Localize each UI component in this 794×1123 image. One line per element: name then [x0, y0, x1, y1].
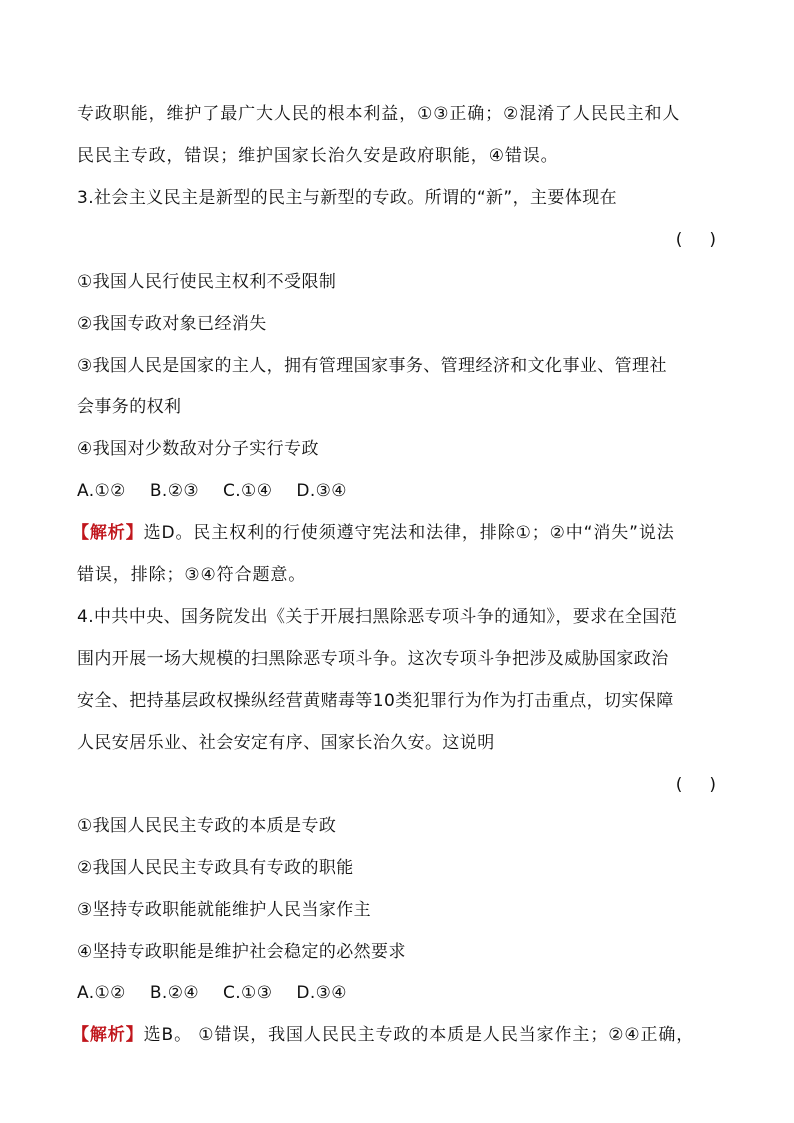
q2-analysis-line-2: 民民主专政，错误；维护国家长治久安是政府职能，④错误。	[77, 146, 559, 166]
q3-option-3-line-1: ③我国人民是国家的主人，拥有管理国家事务、管理经济和文化事业、管理社	[77, 356, 667, 376]
q4-answer-paren: ( )	[675, 775, 716, 795]
q4-choice-b: B.②④	[149, 983, 199, 1003]
q3-choice-c: C.①④	[222, 481, 273, 501]
q3-option-3-line-2: 会事务的权利	[77, 397, 182, 417]
q4-option-4: ④坚持专政职能是维护社会稳定的必然要求	[77, 942, 406, 962]
q3-choice-d: D.③④	[296, 481, 347, 501]
q4-choice-a: A.①②	[77, 983, 126, 1003]
q4-choice-d: D.③④	[296, 983, 347, 1003]
q3-stem: 3.社会主义民主是新型的民主与新型的专政。所谓的“新”，主要体现在	[77, 188, 618, 208]
q4-choices	[77, 981, 727, 1005]
q3-answer-paren: ( )	[675, 230, 716, 250]
q4-stem-line-2: 围内开展一场大规模的扫黑除恶专项斗争。这次专项斗争把涉及威胁国家政治	[77, 649, 669, 669]
q4-analysis-tag: 【解析】	[72, 1025, 144, 1045]
q3-option-4: ④我国对少数敌对分子实行专政	[77, 439, 319, 459]
q4-option-1: ①我国人民民主专政的本质是专政	[77, 816, 337, 836]
q3-option-2: ②我国专政对象已经消失	[77, 314, 267, 334]
q4-analysis-text: 选B。 ①错误，我国人民民主专政的本质是人民当家作主；②④正确，	[143, 1025, 695, 1045]
q3-analysis-line-2: 错误，排除；③④符合题意。	[77, 565, 307, 585]
q3-analysis-line-1	[72, 521, 722, 545]
q2-analysis-line-1: 专政职能，维护了最广大人民的根本利益，①③正确；②混淆了人民民主和人	[77, 104, 681, 124]
q4-analysis-line-1	[72, 1023, 722, 1047]
q4-option-2: ②我国人民民主专政具有专政的职能	[77, 858, 354, 878]
q3-analysis-text: 选D。民主权利的行使须遵守宪法和法律，排除①；②中“消失”说法	[143, 523, 675, 543]
q4-stem-line-3: 安全、把持基层政权操纵经营黄赌毒等10类犯罪行为作为打击重点，切实保障	[77, 691, 674, 711]
q3-choice-b: B.②③	[149, 481, 199, 501]
q4-stem-line-1: 4.中共中央、国务院发出《关于开展扫黑除恶专项斗争的通知》，要求在全国范	[77, 607, 678, 627]
q3-option-1: ①我国人民行使民主权利不受限制	[77, 272, 337, 292]
q4-choice-c: C.①③	[222, 983, 273, 1003]
q4-option-3: ③坚持专政职能就能维护人民当家作主	[77, 900, 372, 920]
q3-choice-a: A.①②	[77, 481, 126, 501]
q3-analysis-tag: 【解析】	[72, 523, 144, 543]
q4-stem-line-4: 人民安居乐业、社会安定有序、国家长治久安。这说明	[77, 733, 495, 753]
q3-choices	[77, 479, 727, 503]
